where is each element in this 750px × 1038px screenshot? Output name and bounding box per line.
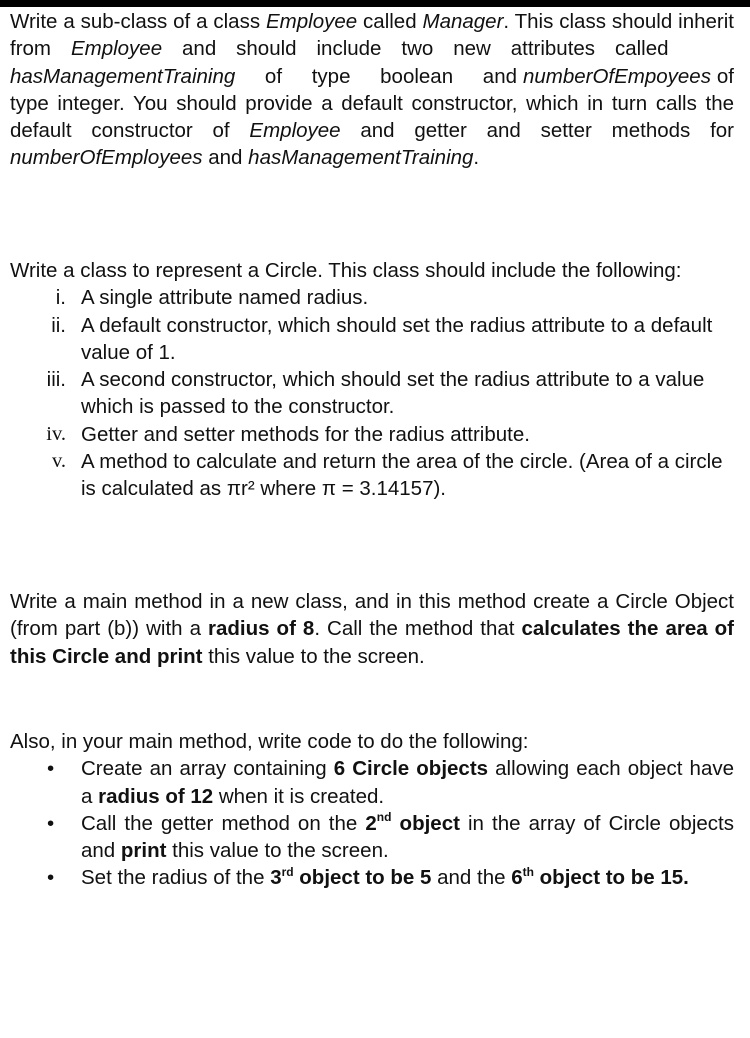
list-item-text: Getter and setter methods for the radius attribute.: [81, 422, 530, 446]
list-item: [10, 366, 734, 421]
list-item-text: Set the radius of the 3rd object to be 5 and the 6th object to be 15.: [81, 864, 689, 890]
list-number: v.: [51, 450, 66, 473]
main-method-paragraph: Write a main method in a new class, and in this method create a Circle Object (from part (b)) with a radius of 8. Call the method that calculates the area of this Circle and print this value to the screen.: [10, 590, 734, 668]
question-main-method: [10, 588, 734, 670]
list-item-text: A single attribute named radius.: [81, 286, 369, 310]
list-item: [10, 864, 734, 891]
list-item-text: A method to calculate and return the area of the circle. (Area of a circle is calculated as πr² where π = 3.14157).: [81, 450, 723, 501]
array-intro: Also, in your main method, write code to do the following:: [10, 730, 529, 753]
list-item-text: A default constructor, which should set the radius attribute to a default value of 1.: [81, 313, 713, 364]
circle-intro: Write a class to represent a Circle. This class should include the following:: [10, 259, 682, 282]
manager-paragraph: Write a sub-class of a class Employee called Manager. This class should inherit from Employee and should include two new attributes called hasManagementTraining of type boolean and numberOfEmpoyees of type integer. You should provide a default constructor, which in turn calls the default constructor of Employee and getter and setter methods for numberOfEmployees and hasManagementTraining.: [10, 10, 735, 170]
list-number: ii.: [51, 313, 66, 337]
list-item: [10, 755, 734, 810]
bullet-icon: •: [47, 866, 55, 890]
question-manager-subclass: [10, 8, 734, 172]
list-number: i.: [55, 286, 66, 310]
list-item: [10, 810, 734, 865]
bullet-icon: •: [47, 757, 55, 781]
list-item-text: A second constructor, which should set the radius attribute to a value which is passed to the constructor.: [81, 368, 705, 419]
list-item: [10, 284, 734, 311]
question-array-tasks: [10, 728, 734, 892]
top-border: [0, 0, 750, 7]
list-item: [10, 448, 734, 503]
array-tasks-list: [10, 755, 734, 891]
list-item: [10, 312, 734, 367]
list-number: iv.: [46, 422, 66, 445]
bullet-icon: •: [47, 811, 55, 835]
list-item-text: Call the getter method on the 2nd object in the array of Circle objects and print this value to the screen.: [81, 810, 734, 863]
list-item-text: Create an array containing 6 Circle objects allowing each object have a radius of 12 when it is created.: [81, 757, 734, 808]
list-number: iii.: [46, 368, 66, 392]
list-item: [10, 421, 734, 448]
question-circle-class: [10, 257, 734, 503]
circle-requirements-list: [10, 284, 734, 502]
